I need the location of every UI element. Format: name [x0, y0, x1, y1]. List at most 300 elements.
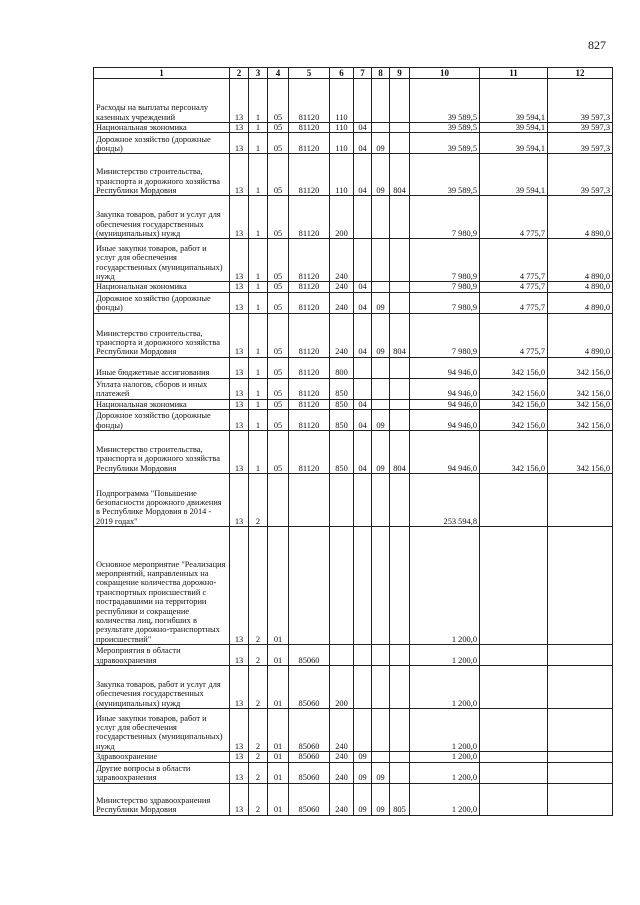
- row-value-cell: 13: [230, 378, 249, 399]
- row-value-cell: [330, 474, 354, 527]
- row-value-cell: 94 946,0: [410, 378, 480, 399]
- row-value-cell: [548, 762, 613, 783]
- row-value-cell: 1: [249, 133, 268, 154]
- row-value-cell: 13: [230, 783, 249, 815]
- table-row: [94, 474, 613, 527]
- row-value-cell: 1: [249, 292, 268, 313]
- row-value-cell: [268, 474, 289, 527]
- table-row: [94, 410, 613, 431]
- row-value-cell: 110: [330, 154, 354, 196]
- row-value-cell: [548, 645, 613, 666]
- table-row: [94, 357, 613, 378]
- row-value-cell: 4 775,7: [480, 282, 548, 292]
- row-value-cell: 1: [249, 196, 268, 239]
- table-row: [94, 196, 613, 239]
- row-value-cell: 09: [372, 783, 390, 815]
- row-value-cell: [354, 709, 372, 752]
- row-value-cell: 94 946,0: [410, 431, 480, 474]
- row-value-cell: 200: [330, 196, 354, 239]
- row-value-cell: 240: [330, 292, 354, 313]
- row-value-cell: [372, 399, 390, 409]
- row-value-cell: [372, 123, 390, 133]
- row-value-cell: 05: [268, 431, 289, 474]
- row-value-cell: 4 890,0: [548, 292, 613, 313]
- header-cell: 3: [249, 68, 268, 79]
- row-name-cell: Закупка товаров, работ и услуг для обеспечения государственных (муниципальных) нужд: [94, 196, 230, 239]
- row-value-cell: 81120: [289, 313, 330, 357]
- row-value-cell: [390, 357, 410, 378]
- row-value-cell: 09: [372, 762, 390, 783]
- row-value-cell: [330, 527, 354, 645]
- header-row: [94, 68, 613, 79]
- row-name-cell: Другие вопросы в области здравоохранения: [94, 762, 230, 783]
- row-value-cell: 05: [268, 239, 289, 282]
- row-value-cell: 05: [268, 292, 289, 313]
- row-value-cell: [390, 527, 410, 645]
- row-value-cell: 39 597,3: [548, 154, 613, 196]
- row-value-cell: 81120: [289, 399, 330, 409]
- row-name-cell: Иные закупки товаров, работ и услуг для обеспечения государственных (муниципальных) нужд: [94, 709, 230, 752]
- row-value-cell: 13: [230, 357, 249, 378]
- row-value-cell: 13: [230, 527, 249, 645]
- row-value-cell: [480, 752, 548, 762]
- row-value-cell: 09: [354, 783, 372, 815]
- row-value-cell: 1 200,0: [410, 783, 480, 815]
- row-value-cell: 05: [268, 154, 289, 196]
- row-value-cell: 850: [330, 399, 354, 409]
- row-value-cell: 13: [230, 709, 249, 752]
- row-value-cell: [548, 527, 613, 645]
- row-value-cell: [390, 474, 410, 527]
- row-name-cell: Министерство строительства, транспорта и дорожного хозяйства Республики Мордовия: [94, 313, 230, 357]
- row-value-cell: [390, 410, 410, 431]
- row-value-cell: [480, 762, 548, 783]
- row-value-cell: 1: [249, 123, 268, 133]
- row-name-cell: Министерство строительства, транспорта и дорожного хозяйства Республики Мордовия: [94, 154, 230, 196]
- row-value-cell: 81120: [289, 196, 330, 239]
- row-value-cell: 94 946,0: [410, 399, 480, 409]
- row-value-cell: 04: [354, 154, 372, 196]
- row-name-cell: Расходы на выплаты персоналу казенных учреждений: [94, 79, 230, 123]
- row-value-cell: 81120: [289, 378, 330, 399]
- row-name-cell: Иные закупки товаров, работ и услуг для обеспечения государственных (муниципальных) нужд: [94, 239, 230, 282]
- row-value-cell: 13: [230, 431, 249, 474]
- row-value-cell: 13: [230, 410, 249, 431]
- row-value-cell: [390, 752, 410, 762]
- row-value-cell: 240: [330, 762, 354, 783]
- row-value-cell: 13: [230, 645, 249, 666]
- row-name-cell: Закупка товаров, работ и услуг для обеспечения государственных (муниципальных) нужд: [94, 666, 230, 709]
- row-value-cell: [390, 666, 410, 709]
- row-value-cell: 05: [268, 399, 289, 409]
- row-value-cell: 4 775,7: [480, 196, 548, 239]
- row-value-cell: 4 890,0: [548, 282, 613, 292]
- row-value-cell: 850: [330, 378, 354, 399]
- row-value-cell: 81120: [289, 431, 330, 474]
- row-value-cell: [548, 783, 613, 815]
- table-row: [94, 666, 613, 709]
- table-row: [94, 79, 613, 123]
- row-value-cell: 800: [330, 357, 354, 378]
- row-value-cell: 4 775,7: [480, 313, 548, 357]
- row-value-cell: 342 156,0: [480, 431, 548, 474]
- row-value-cell: 01: [268, 666, 289, 709]
- row-value-cell: [390, 123, 410, 133]
- row-value-cell: [390, 645, 410, 666]
- row-value-cell: [390, 133, 410, 154]
- row-value-cell: 4 890,0: [548, 313, 613, 357]
- row-value-cell: 01: [268, 783, 289, 815]
- row-value-cell: 342 156,0: [480, 399, 548, 409]
- row-value-cell: 240: [330, 313, 354, 357]
- row-value-cell: 13: [230, 762, 249, 783]
- row-value-cell: [390, 239, 410, 282]
- row-value-cell: 81120: [289, 133, 330, 154]
- row-value-cell: 13: [230, 239, 249, 282]
- row-value-cell: 342 156,0: [480, 378, 548, 399]
- row-value-cell: 81120: [289, 410, 330, 431]
- table-row: [94, 123, 613, 133]
- row-value-cell: 804: [390, 431, 410, 474]
- row-value-cell: [548, 666, 613, 709]
- row-value-cell: [480, 666, 548, 709]
- row-value-cell: [372, 357, 390, 378]
- row-value-cell: 2: [249, 666, 268, 709]
- row-value-cell: 13: [230, 123, 249, 133]
- row-value-cell: 2: [249, 527, 268, 645]
- row-value-cell: 1 200,0: [410, 645, 480, 666]
- row-value-cell: 09: [372, 410, 390, 431]
- row-value-cell: 05: [268, 196, 289, 239]
- row-value-cell: 01: [268, 762, 289, 783]
- row-value-cell: 39 594,1: [480, 123, 548, 133]
- row-value-cell: 1 200,0: [410, 527, 480, 645]
- row-value-cell: 13: [230, 752, 249, 762]
- row-value-cell: 1 200,0: [410, 666, 480, 709]
- row-value-cell: 39 594,1: [480, 79, 548, 123]
- page-number: 827: [588, 38, 606, 52]
- row-value-cell: 342 156,0: [548, 431, 613, 474]
- row-value-cell: [390, 282, 410, 292]
- table-row: [94, 239, 613, 282]
- row-value-cell: 85060: [289, 709, 330, 752]
- table-row: [94, 762, 613, 783]
- row-value-cell: 342 156,0: [548, 378, 613, 399]
- row-value-cell: 04: [354, 410, 372, 431]
- row-value-cell: 94 946,0: [410, 410, 480, 431]
- row-value-cell: 110: [330, 133, 354, 154]
- row-value-cell: 240: [330, 239, 354, 282]
- row-value-cell: [354, 474, 372, 527]
- row-value-cell: 342 156,0: [548, 399, 613, 409]
- row-value-cell: 240: [330, 709, 354, 752]
- row-value-cell: 1: [249, 79, 268, 123]
- row-name-cell: Мероприятия в области здравоохранения: [94, 645, 230, 666]
- row-value-cell: 13: [230, 282, 249, 292]
- row-value-cell: 01: [268, 645, 289, 666]
- row-value-cell: [354, 666, 372, 709]
- row-value-cell: 13: [230, 292, 249, 313]
- table-row: [94, 313, 613, 357]
- row-value-cell: 85060: [289, 666, 330, 709]
- table-row: [94, 282, 613, 292]
- row-value-cell: 39 594,1: [480, 154, 548, 196]
- row-value-cell: [372, 239, 390, 282]
- row-value-cell: 04: [354, 431, 372, 474]
- row-name-cell: Национальная экономика: [94, 399, 230, 409]
- row-value-cell: [480, 783, 548, 815]
- row-name-cell: Подпрограмма "Повышение безопасности дорожного движения в Республике Мордовия в 2014 - 2019 годах": [94, 474, 230, 527]
- row-value-cell: 253 594,8: [410, 474, 480, 527]
- row-value-cell: [372, 474, 390, 527]
- row-value-cell: 240: [330, 752, 354, 762]
- row-value-cell: 1: [249, 154, 268, 196]
- row-name-cell: Министерство здравоохранения Республики Мордовия: [94, 783, 230, 815]
- row-value-cell: 13: [230, 474, 249, 527]
- table-row: [94, 709, 613, 752]
- header-cell: 4: [268, 68, 289, 79]
- row-value-cell: 09: [372, 133, 390, 154]
- row-value-cell: [354, 196, 372, 239]
- row-value-cell: [390, 709, 410, 752]
- row-value-cell: 2: [249, 709, 268, 752]
- row-value-cell: 81120: [289, 292, 330, 313]
- table-row: [94, 752, 613, 762]
- row-value-cell: 39 594,1: [480, 133, 548, 154]
- header-cell: 10: [410, 68, 480, 79]
- row-value-cell: [372, 709, 390, 752]
- table-row: [94, 378, 613, 399]
- row-value-cell: 39 589,5: [410, 154, 480, 196]
- row-value-cell: 110: [330, 123, 354, 133]
- row-value-cell: 1: [249, 239, 268, 282]
- row-value-cell: 09: [354, 762, 372, 783]
- table-row: [94, 527, 613, 645]
- row-value-cell: 2: [249, 762, 268, 783]
- row-value-cell: 05: [268, 378, 289, 399]
- row-value-cell: 2: [249, 645, 268, 666]
- row-value-cell: [390, 292, 410, 313]
- row-value-cell: 04: [354, 133, 372, 154]
- row-value-cell: 94 946,0: [410, 357, 480, 378]
- table-row: [94, 399, 613, 409]
- row-value-cell: 1: [249, 282, 268, 292]
- row-value-cell: 4 775,7: [480, 292, 548, 313]
- row-value-cell: [372, 196, 390, 239]
- table-row: [94, 431, 613, 474]
- row-value-cell: 04: [354, 313, 372, 357]
- row-value-cell: 1: [249, 410, 268, 431]
- row-value-cell: 1: [249, 431, 268, 474]
- row-value-cell: [390, 399, 410, 409]
- row-value-cell: [289, 474, 330, 527]
- table-row: [94, 292, 613, 313]
- table-row: [94, 645, 613, 666]
- row-value-cell: 13: [230, 79, 249, 123]
- row-value-cell: 85060: [289, 752, 330, 762]
- row-value-cell: 13: [230, 399, 249, 409]
- row-value-cell: 342 156,0: [548, 357, 613, 378]
- row-value-cell: [372, 527, 390, 645]
- row-value-cell: 39 589,5: [410, 79, 480, 123]
- row-value-cell: [548, 752, 613, 762]
- row-value-cell: 7 980,9: [410, 282, 480, 292]
- row-value-cell: [390, 762, 410, 783]
- row-name-cell: Основное мероприятие "Реализация мероприятий, направленных на сокращение количества дорожно-транспортных происшествий с пострадавшими на территории республики и сокращение количества лиц, погибших в результате дорожно-транспортных происшествий": [94, 527, 230, 645]
- row-value-cell: 04: [354, 399, 372, 409]
- row-value-cell: 04: [354, 123, 372, 133]
- header-cell: 1: [94, 68, 230, 79]
- row-value-cell: 1: [249, 378, 268, 399]
- row-value-cell: 05: [268, 410, 289, 431]
- row-name-cell: Национальная экономика: [94, 282, 230, 292]
- row-value-cell: 09: [372, 292, 390, 313]
- row-value-cell: [289, 527, 330, 645]
- row-value-cell: 09: [372, 431, 390, 474]
- row-name-cell: Уплата налогов, сборов и иных платежей: [94, 378, 230, 399]
- row-value-cell: 05: [268, 123, 289, 133]
- row-value-cell: 805: [390, 783, 410, 815]
- row-value-cell: [372, 752, 390, 762]
- row-value-cell: 81120: [289, 282, 330, 292]
- row-value-cell: 1: [249, 399, 268, 409]
- row-name-cell: Дорожное хозяйство (дорожные фонды): [94, 410, 230, 431]
- row-value-cell: 01: [268, 527, 289, 645]
- row-value-cell: 01: [268, 709, 289, 752]
- row-value-cell: 39 589,5: [410, 123, 480, 133]
- table-row: [94, 154, 613, 196]
- row-value-cell: 13: [230, 154, 249, 196]
- row-name-cell: Национальная экономика: [94, 123, 230, 133]
- row-value-cell: 05: [268, 79, 289, 123]
- row-value-cell: 2: [249, 752, 268, 762]
- row-value-cell: 05: [268, 357, 289, 378]
- row-value-cell: 85060: [289, 645, 330, 666]
- row-value-cell: 13: [230, 666, 249, 709]
- table-row: [94, 783, 613, 815]
- row-value-cell: 13: [230, 133, 249, 154]
- header-cell: 2: [230, 68, 249, 79]
- row-value-cell: 09: [372, 313, 390, 357]
- row-value-cell: 4 890,0: [548, 196, 613, 239]
- row-value-cell: 2: [249, 474, 268, 527]
- row-value-cell: 85060: [289, 783, 330, 815]
- row-value-cell: 13: [230, 196, 249, 239]
- header-cell: 11: [480, 68, 548, 79]
- row-value-cell: [372, 282, 390, 292]
- row-value-cell: 04: [354, 292, 372, 313]
- header-cell: 7: [354, 68, 372, 79]
- row-value-cell: 39 597,3: [548, 79, 613, 123]
- row-value-cell: 7 980,9: [410, 239, 480, 282]
- row-value-cell: 05: [268, 282, 289, 292]
- row-name-cell: Министерство строительства, транспорта и дорожного хозяйства Республики Мордовия: [94, 431, 230, 474]
- row-value-cell: 342 156,0: [480, 357, 548, 378]
- row-value-cell: [354, 645, 372, 666]
- row-value-cell: [372, 645, 390, 666]
- row-value-cell: 81120: [289, 79, 330, 123]
- row-value-cell: [330, 645, 354, 666]
- header-cell: 8: [372, 68, 390, 79]
- header-cell: 6: [330, 68, 354, 79]
- row-value-cell: 81120: [289, 154, 330, 196]
- row-value-cell: 342 156,0: [548, 410, 613, 431]
- row-value-cell: [354, 239, 372, 282]
- row-value-cell: 4 775,7: [480, 239, 548, 282]
- row-value-cell: [548, 709, 613, 752]
- row-value-cell: 05: [268, 313, 289, 357]
- row-value-cell: [480, 645, 548, 666]
- row-value-cell: 7 980,9: [410, 292, 480, 313]
- row-value-cell: 2: [249, 783, 268, 815]
- row-value-cell: [354, 527, 372, 645]
- row-name-cell: Дорожное хозяйство (дорожные фонды): [94, 133, 230, 154]
- row-name-cell: Здравоохранение: [94, 752, 230, 762]
- budget-table: [93, 67, 613, 816]
- row-value-cell: 7 980,9: [410, 313, 480, 357]
- row-value-cell: [480, 474, 548, 527]
- row-value-cell: 09: [372, 154, 390, 196]
- row-value-cell: [390, 79, 410, 123]
- row-value-cell: 342 156,0: [480, 410, 548, 431]
- row-value-cell: 1 200,0: [410, 762, 480, 783]
- row-value-cell: 804: [390, 154, 410, 196]
- row-value-cell: 850: [330, 410, 354, 431]
- row-value-cell: 04: [354, 282, 372, 292]
- row-value-cell: 05: [268, 133, 289, 154]
- row-value-cell: 240: [330, 282, 354, 292]
- row-value-cell: 09: [354, 752, 372, 762]
- row-value-cell: 39 589,5: [410, 133, 480, 154]
- row-value-cell: 850: [330, 431, 354, 474]
- row-value-cell: 1: [249, 313, 268, 357]
- row-value-cell: 13: [230, 313, 249, 357]
- row-value-cell: 1: [249, 357, 268, 378]
- row-value-cell: 81120: [289, 123, 330, 133]
- row-value-cell: 804: [390, 313, 410, 357]
- row-value-cell: [548, 474, 613, 527]
- row-value-cell: [354, 357, 372, 378]
- row-name-cell: Иные бюджетные ассигнования: [94, 357, 230, 378]
- row-value-cell: 81120: [289, 239, 330, 282]
- row-value-cell: 240: [330, 783, 354, 815]
- header-cell: 12: [548, 68, 613, 79]
- header-cell: 9: [390, 68, 410, 79]
- row-value-cell: 1 200,0: [410, 709, 480, 752]
- row-value-cell: [372, 79, 390, 123]
- row-value-cell: [354, 378, 372, 399]
- row-value-cell: [372, 666, 390, 709]
- row-value-cell: 4 890,0: [548, 239, 613, 282]
- row-value-cell: 39 597,3: [548, 123, 613, 133]
- header-cell: 5: [289, 68, 330, 79]
- row-value-cell: 1 200,0: [410, 752, 480, 762]
- row-value-cell: 01: [268, 752, 289, 762]
- row-value-cell: 200: [330, 666, 354, 709]
- table-row: [94, 133, 613, 154]
- row-value-cell: 39 597,3: [548, 133, 613, 154]
- row-value-cell: [354, 79, 372, 123]
- row-value-cell: [372, 378, 390, 399]
- row-value-cell: 85060: [289, 762, 330, 783]
- row-value-cell: [480, 527, 548, 645]
- row-value-cell: [390, 378, 410, 399]
- row-value-cell: 7 980,9: [410, 196, 480, 239]
- row-name-cell: Дорожное хозяйство (дорожные фонды): [94, 292, 230, 313]
- row-value-cell: [480, 709, 548, 752]
- row-value-cell: 81120: [289, 357, 330, 378]
- row-value-cell: 110: [330, 79, 354, 123]
